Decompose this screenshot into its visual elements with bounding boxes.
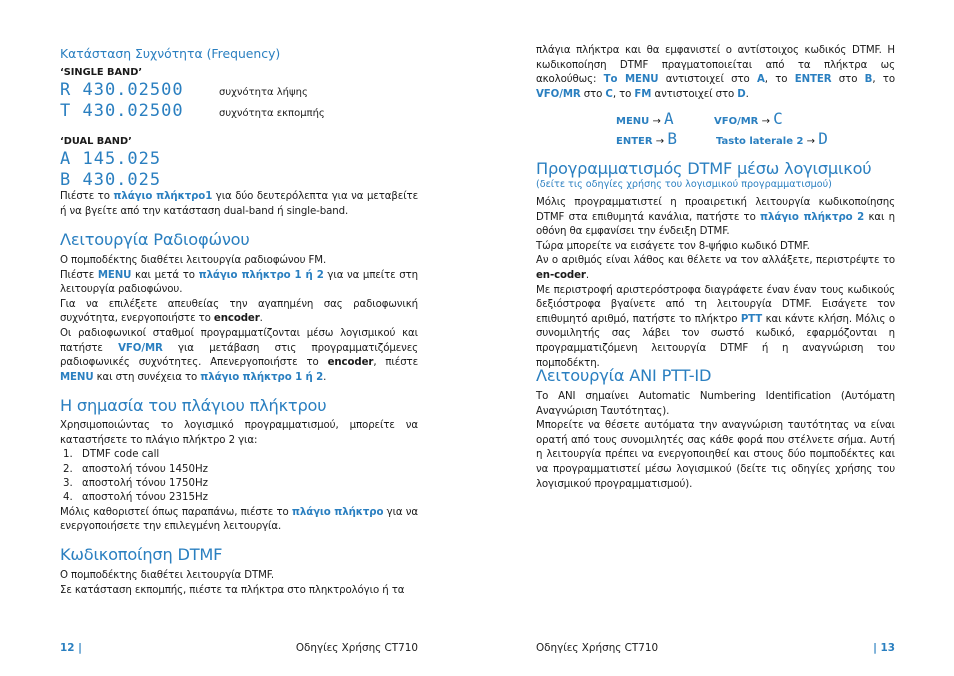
dtmf-mapping-paragraph: πλάγια πλήκτρα και θα εμφανιστεί ο αντίστοιχος κωδικός DTMF. Η κωδικοποίηση DTMF πραγματοποιείται από τα πλήκτρα ως ακολούθως: Το MENU αντιστοιχεί στο A, το ENTER στο B, το VFO/MR στο C, το FM αντιστοιχεί στο D. xyxy=(536,45,895,100)
side-key-heading: Η σημασία του πλάγιου πλήκτρου xyxy=(60,396,327,415)
footer-title-right: Οδηγίες Χρήσης CT710 xyxy=(536,642,659,654)
radio-heading: Λειτουργία Ραδιοφώνου xyxy=(60,230,250,249)
lcd-rx-frequency: R 430.02500 xyxy=(60,80,184,100)
dtmf-heading: Κωδικοποίηση DTMF xyxy=(60,545,223,564)
list-item: 3. αποστολή τόνου 1750Hz xyxy=(76,477,418,491)
dtmf-section: Ο πομποδέκτης διαθέτει λειτουργία DTMF. Σε κατάσταση εκπομπής, πιέστε τα πλήκτρα στο πληκτρολόγιο ή τα xyxy=(60,570,405,596)
map-vfo-c: VFO/MR → C xyxy=(714,109,783,128)
lcd-band-a: A 145.025 xyxy=(60,149,162,169)
list-item: 1. DTMF code call xyxy=(76,448,418,462)
left-page xyxy=(60,0,418,676)
ani-section: Το ANI σημαίνει Automatic Numbering Identification (Αυτόματη Αναγνώριση Ταυτότητας). Μπορείτε να θέσετε αυτόματα την αναγνώριση ταυτότητας να είναι ορατή από τους συνομιλητές σας κάθε φορά που στέλνετε σήμα. Αυτή η λειτουργία πρέπει να ενεργοποιηθεί και στους δύο πομποδέκτες και να προγραμματιστεί μέσω λογισμικού (δείτε τις οδηγίες χρήσης του λογισμικού προγραμματισμού). xyxy=(536,391,895,490)
side-key-section: Χρησιμοποιώντας το λογισμικό προγραμματισμού, μπορείτε να καταστήσετε το πλάγιο πλήκτρο 2 για: 1. DTMF code call 2. αποστολή τόνου 1450Hz 3. αποστολή τόνου 1750Hz 4. αποστολή τόνου 2315Hz Μόλις καθοριστεί όπως παραπάνω, πιέστε το πλάγιο πλήκτρο για να ενεργοποιήσετε την επιλεγμένη λειτουργία. xyxy=(60,419,418,535)
lcd-band-b: B 430.025 xyxy=(60,170,162,190)
radio-section: Ο πομποδέκτης διαθέτει λειτουργία ραδιοφώνου FM. Πιέστε MENU και μετά το πλάγιο πλήκτρο 1 ή 2 για να μπείτε στη λειτουργία ραδιοφώνου. Για να επιλέξετε απευθείας την αγαπημένη σας ραδιοφωνική συχνότητα, ενεργοποιήστε το encoder. Οι ραδιοφωνικοί σταθμοί προγραμματίζονται μέσω λογισμικού και πατήστε VFO/MR για μετάβαση στις προγραμματιζόμενες ραδιοφωνικές συχνότητες. Απενεργοποιήστε το encoder, πιέστε MENU και στη συνέχεια το πλάγιο πλήκτρο 1 ή 2. xyxy=(60,255,418,383)
lcd-tx-frequency: T 430.02500 xyxy=(60,101,184,121)
frequency-mode-title: Κατάσταση Συχνότητα (Frequency) xyxy=(60,46,281,61)
dual-band-paragraph: Πιέστε το πλάγιο πλήκτρο1 για δύο δευτερόλεπτα για να μεταβείτε ή να βγείτε από την κατάσταση dual-band ή single-band. xyxy=(60,191,418,217)
single-band-label: ‘SINGLE BAND’ xyxy=(60,67,143,78)
ani-heading: Λειτουργία ANI PTT-ID xyxy=(536,366,712,385)
page-number-left: 12 | xyxy=(60,642,82,654)
right-page xyxy=(536,0,895,676)
dual-band-label: ‘DUAL BAND’ xyxy=(60,136,132,147)
rx-frequency-note: συχνότητα λήψης xyxy=(219,87,308,98)
dtmf-programming-subtitle: (δείτε τις οδηγίες χρήσης του λογισμικού προγραμματισμού) xyxy=(536,179,832,190)
side-key-function-list xyxy=(60,448,418,506)
map-menu-a: MENU → A xyxy=(616,109,674,128)
dtmf-programming-heading: Προγραμματισμός DTMF μέσω λογισμικού xyxy=(536,159,872,178)
page-number-right: | 13 xyxy=(873,642,895,654)
tx-frequency-note: συχνότητα εκπομπής xyxy=(219,108,325,119)
map-enter-b: ENTER → B xyxy=(616,129,677,148)
footer-title-left: Οδηγίες Χρήσης CT710 xyxy=(295,642,418,654)
map-lateral-d: Tasto laterale 2 → D xyxy=(716,129,828,148)
dtmf-programming-section: Μόλις προγραμματιστεί η προαιρετική λειτουργία κωδικοποίησης DTMF στα επιθυμητά κανάλια, πατήστε το πλάγιο πλήκτρο 2 και η οθόνη θα εμφανίσει την ένδειξη DTMF. Τώρα μπορείτε να εισάγετε τον 8-ψήφιο κωδικό DTMF. Αν ο αριθμός είναι λάθος και θέλετε να τον αλλάξετε, περιστρέψτε το en-coder. Με περιστροφή αριστερόστροφα διαγράφετε έναν έναν τους κωδικούς δεξιόστροφα βγαίνετε από τη λειτουργία DTMF. Εισάγετε τον επιθυμητό αριθμό, πατήστε το πλήκτρο PTT και κάντε κλήση. Μόλις ο συνομιλητής σας λάβει τον σωστό κωδικό, εφαρμόζονται η προγραμματιζόμενη λειτουργία DTMF ή η αναγνώριση του πομποδέκτη. xyxy=(536,197,896,369)
list-item: 2. αποστολή τόνου 1450Hz xyxy=(76,463,418,477)
list-item: 4. αποστολή τόνου 2315Hz xyxy=(76,491,418,505)
